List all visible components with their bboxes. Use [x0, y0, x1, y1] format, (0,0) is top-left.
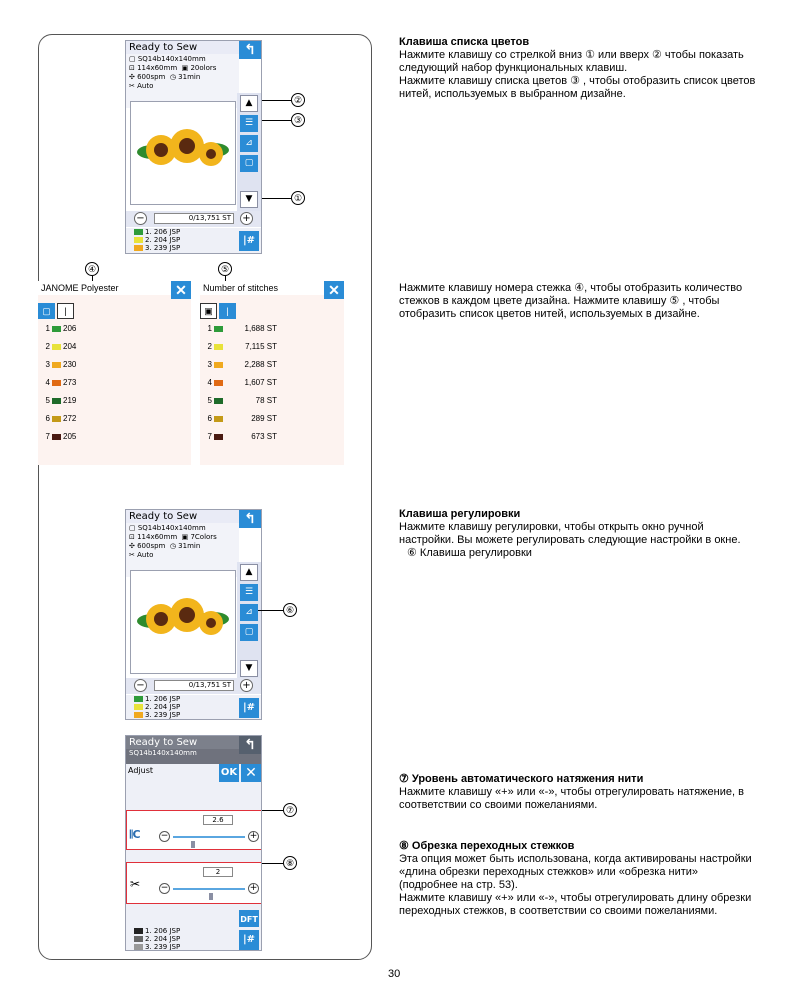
speed: 600spm [137, 542, 166, 550]
screen-title: Ready to Sew [126, 736, 261, 749]
section-color-list [399, 36, 759, 101]
screen-ready-to-sew-2 [125, 509, 262, 720]
tension-value: 2.6 [203, 815, 233, 825]
section-tension [399, 773, 759, 812]
table-row [40, 324, 76, 334]
row-index: 6 [207, 414, 212, 423]
close-button[interactable]: ✕ [324, 281, 344, 299]
color-list-button[interactable]: ☰ [240, 584, 258, 601]
table-row [40, 378, 76, 388]
function-key-panel [237, 93, 261, 213]
adjust-window [126, 764, 261, 951]
thread-color-swatch [52, 416, 61, 422]
row-index: 1 [207, 324, 212, 333]
thread-color-swatch [214, 344, 223, 350]
stitch-count: 289 ST [251, 414, 277, 423]
time: 31min [178, 542, 201, 550]
sunflower-design-image [131, 102, 235, 204]
trim-plus-button[interactable]: + [249, 883, 258, 893]
thread-code: 219 [63, 396, 77, 405]
list-item: 2. 204 JSP [132, 703, 261, 711]
section-heading: ⑦ Уровень автоматического натяжения нити [399, 773, 644, 785]
paragraph: Нажмите клавишу со стрелкой вниз ① или вверх ② чтобы показать следующий набор функциональных клавиш. [399, 49, 744, 74]
row-index: 7 [207, 432, 212, 441]
thread-code: 273 [63, 378, 77, 387]
tension-slider-knob[interactable] [191, 841, 195, 848]
trim-control [126, 862, 262, 904]
page-number: 30 [388, 968, 401, 980]
trim-mode: Auto [137, 82, 154, 90]
stitch-bar [126, 211, 261, 227]
close-button[interactable]: ✕ [241, 764, 261, 782]
tension-control [126, 810, 262, 850]
paragraph: Нажмите клавишу номера стежка ④, чтобы отобразить количество стежков в каждом цвете дизайна. Нажмите клавишу ⑤ , чтобы отобразить список цветов нитей, используемых в дизайне. [399, 282, 743, 320]
design-preview [130, 570, 236, 674]
minus-button[interactable]: − [134, 212, 147, 225]
section-heading: Клавиша списка цветов [399, 36, 530, 48]
row-index: 1 [45, 324, 50, 333]
paragraph: Нажмите клавишу «+» или «-», чтобы отрегулировать длину обрезки переходных стежков, в соответствии со своими пожеланиями. [399, 892, 752, 917]
design-info: ▢ SQ14b140x140mm ⊡ 114x60mm ▣ 7Colors ✣ 600spm ◷ 31min ✂ Auto [126, 523, 239, 577]
design-info: ▢ SQ14b140x140mm ⊡ 114x60mm ▣ 20olors ✣ 600spm ◷ 31min ✂ Auto [126, 54, 239, 108]
callout-2: ② [291, 93, 305, 107]
function-key-panel [237, 562, 261, 682]
thread-color-swatch [52, 344, 61, 350]
screen-ready-to-sew-1 [125, 40, 262, 254]
section-adjust [399, 508, 759, 560]
tension-plus-button[interactable]: + [249, 831, 258, 841]
thread-code: 272 [63, 414, 77, 423]
plus-button[interactable]: + [240, 212, 253, 225]
callout-4: ④ [85, 262, 99, 276]
stitch-bar [126, 678, 261, 694]
thread-color-swatch [52, 398, 61, 404]
time: 31min [178, 73, 201, 81]
scroll-up-button[interactable]: ▲ [240, 564, 258, 581]
stitch-jump-button[interactable]: |# [239, 698, 259, 718]
thread-color-swatch [214, 380, 223, 386]
thread-code: 205 [63, 432, 77, 441]
scroll-down-button[interactable]: ▼ [240, 191, 258, 208]
color-count: 20olors [190, 64, 217, 72]
close-button[interactable]: ✕ [171, 281, 191, 299]
table-row [202, 414, 277, 424]
design-size: 114x60mm [137, 533, 178, 541]
back-button[interactable]: ↰ [239, 736, 261, 754]
section-heading: ⑧ Обрезка переходных стежков [399, 840, 575, 852]
table-row [40, 360, 76, 370]
adjust-button[interactable]: ⊿ [240, 604, 258, 621]
section-stitch-number [399, 282, 759, 321]
list-item: 3. 239 JSP [132, 711, 261, 719]
table-row [40, 396, 76, 406]
table-row [40, 342, 76, 352]
stitch-count-popup [200, 281, 344, 465]
trace-button[interactable]: ▢ [240, 624, 258, 641]
adjust-button[interactable]: ⊿ [240, 135, 258, 152]
row-index: 4 [45, 378, 50, 387]
callout-3: ③ [291, 113, 305, 127]
row-index: 2 [45, 342, 50, 351]
thread-code: 206 [63, 324, 77, 333]
adjust-title: Adjust [128, 766, 154, 775]
stitch-count: 673 ST [251, 432, 277, 441]
design-size: 114x60mm [137, 64, 178, 72]
thread-color-swatch [52, 434, 61, 440]
list-item: 1. 206 JSP [132, 927, 261, 935]
scroll-down-button[interactable]: ▼ [240, 660, 258, 677]
trace-button[interactable]: ▢ [240, 155, 258, 172]
stitch-jump-button[interactable]: |# [239, 930, 259, 950]
color-code-toggle[interactable]: ▣ [200, 303, 217, 319]
thread-color-swatch [214, 362, 223, 368]
trim-slider-knob[interactable] [209, 893, 213, 900]
thread-color-swatch [214, 398, 223, 404]
thread-brand-popup [38, 281, 191, 465]
row-index: 5 [45, 396, 50, 405]
stitch-counter: 0/13,751 ST [154, 213, 234, 224]
row-index: 3 [207, 360, 212, 369]
callout-7: ⑦ [283, 803, 297, 817]
hoop-size: ▢ SQ14b140x140mm [129, 524, 206, 532]
list-item: 3. 239 JSP [132, 943, 261, 951]
popup-title: JANOME Polyester [38, 281, 191, 295]
paragraph: Нажмите клавишу списка цветов ③ , чтобы отобразить список цветов нитей, используемых в выбранном дизайне. [399, 75, 756, 100]
color-count: 7Colors [190, 533, 217, 541]
speed: 600spm [137, 73, 166, 81]
callout-5: ⑤ [218, 262, 232, 276]
row-index: 6 [45, 414, 50, 423]
callout-8: ⑧ [283, 856, 297, 870]
thread-color-swatch [52, 362, 61, 368]
table-row [40, 414, 76, 424]
thread-color-swatch [214, 434, 223, 440]
color-list-button[interactable]: ☰ [240, 115, 258, 132]
tension-minus-button[interactable]: − [160, 831, 169, 841]
table-row [202, 396, 277, 406]
list-item: 2. 204 JSP [132, 935, 261, 943]
list-item: 2. 204 JSP [132, 236, 261, 244]
stitch-jump-button[interactable]: |# [239, 231, 259, 251]
stitch-count: 2,288 ST [244, 360, 277, 369]
thread-color-swatch [52, 326, 61, 332]
row-index: 5 [207, 396, 212, 405]
color-code-toggle[interactable]: ▢ [38, 303, 55, 319]
screen-title: Ready to Sew [126, 510, 261, 523]
popup-title: Number of stitches [200, 281, 344, 295]
list-item: 1. 206 JSP [132, 695, 261, 703]
thread-code: 230 [63, 360, 77, 369]
table-row [202, 378, 277, 388]
back-button[interactable]: ↰ [239, 510, 261, 528]
list-item: 1. 206 JSP [132, 228, 261, 236]
sunflower-design-image [131, 571, 235, 673]
default-button[interactable]: DFT [239, 910, 259, 930]
back-button[interactable]: ↰ [239, 41, 261, 59]
row-index: 3 [45, 360, 50, 369]
paragraph: Нажмите клавишу «+» или «-», чтобы отрегулировать натяжение, в соответствии со своими пожеланиями. [399, 786, 744, 811]
screen-adjust [125, 735, 262, 951]
trim-mode: Auto [137, 551, 154, 559]
table-row [202, 324, 277, 334]
thread-color-swatch [52, 380, 61, 386]
row-index: 7 [45, 432, 50, 441]
thread-color-swatch [214, 416, 223, 422]
hoop-size: SQ14b140x140mm [129, 749, 197, 757]
stitch-count: 78 ST [255, 396, 277, 405]
plus-button[interactable]: + [240, 679, 253, 692]
stitch-count: 1,607 ST [244, 378, 277, 387]
tension-slider[interactable] [173, 836, 245, 838]
list-item: 3. 239 JSP [132, 244, 261, 252]
scissors-icon: ✂ [130, 877, 141, 891]
stitch-count-toggle[interactable]: | [57, 303, 74, 319]
stitch-count: 7,115 ST [245, 342, 277, 351]
trim-slider[interactable] [173, 888, 245, 890]
callout-6: ⑥ [283, 603, 297, 617]
section-heading: Клавиша регулировки [399, 508, 521, 520]
minus-button[interactable]: − [134, 679, 147, 692]
section-trim [399, 840, 759, 918]
table-row [202, 360, 277, 370]
table-row [202, 432, 277, 442]
thread-code: 204 [63, 342, 77, 351]
paragraph: Нажмите клавишу регулировки, чтобы открыть окно ручной настройки. Вы можете регулировать следующие настройки в окне. [399, 521, 741, 546]
ok-button[interactable]: OK [219, 764, 239, 782]
row-index: 2 [207, 342, 212, 351]
tension-icon: 𝄃C [130, 828, 141, 841]
stitch-counter: 0/13,751 ST [154, 680, 234, 691]
trim-value: 2 [203, 867, 233, 877]
table-row [40, 432, 76, 442]
scroll-up-button[interactable]: ▲ [240, 95, 258, 112]
row-index: 4 [207, 378, 212, 387]
hoop-size: ▢ SQ14b140x140mm [129, 55, 206, 63]
design-preview [130, 101, 236, 205]
list-item: ⑥ Клавиша регулировки [407, 547, 532, 559]
stitch-count-toggle[interactable]: | [219, 303, 236, 319]
paragraph: Эта опция может быть использована, когда активированы настройки «длина обрезки переходных стежков» или «обрезка нити» (подробнее на стр. 53). [399, 853, 752, 891]
screen-title: Ready to Sew [126, 41, 261, 54]
stitch-count: 1,688 ST [244, 324, 277, 333]
trim-minus-button[interactable]: − [160, 883, 169, 893]
thread-color-swatch [214, 326, 223, 332]
callout-1: ① [291, 191, 305, 205]
table-row [202, 342, 277, 352]
